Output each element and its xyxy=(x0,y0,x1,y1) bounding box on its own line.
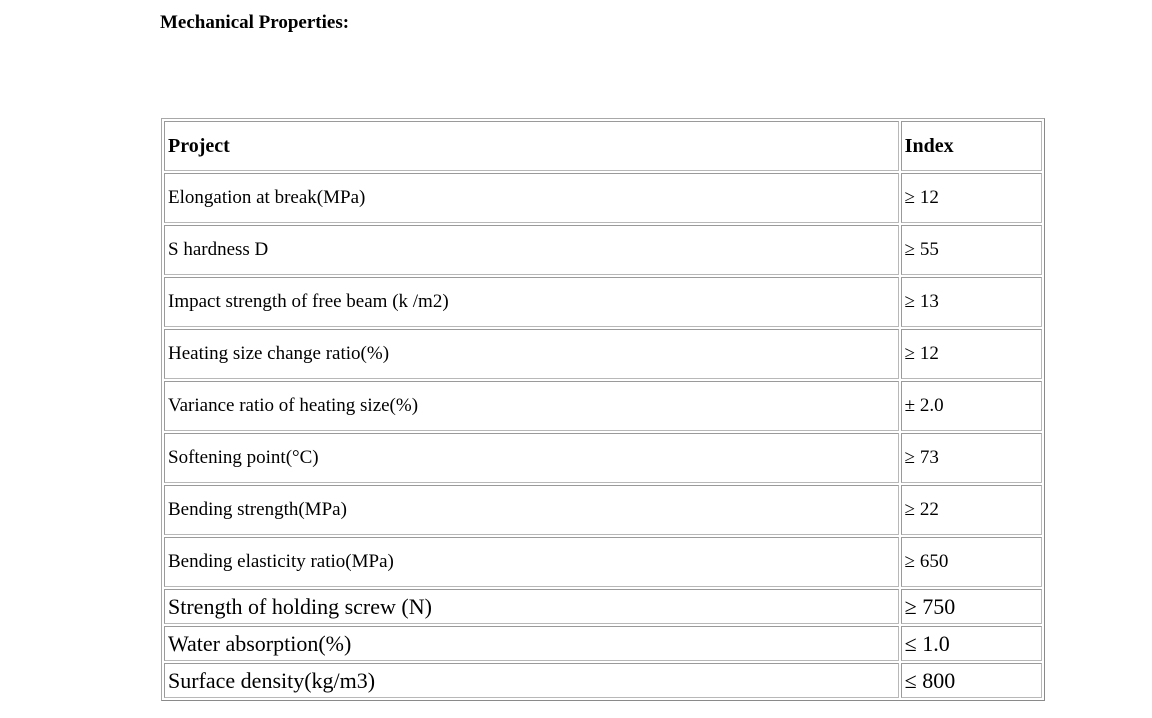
index-cell: ≥ 13 xyxy=(901,277,1042,327)
table-row xyxy=(164,329,1042,379)
project-cell: Strength of holding screw (N) xyxy=(164,589,899,624)
table-row xyxy=(164,433,1042,483)
project-cell: Elongation at break(MPa) xyxy=(164,173,899,223)
index-cell: ± 2.0 xyxy=(901,381,1042,431)
table-row xyxy=(164,589,1042,624)
table-row xyxy=(164,277,1042,327)
project-cell: Impact strength of free beam (k /m2) xyxy=(164,277,899,327)
project-cell: Water absorption(%) xyxy=(164,626,899,661)
mechanical-properties-table xyxy=(161,118,1045,701)
table-row xyxy=(164,663,1042,698)
column-header-index: Index xyxy=(901,121,1042,171)
project-cell: Bending strength(MPa) xyxy=(164,485,899,535)
project-cell: Bending elasticity ratio(MPa) xyxy=(164,537,899,587)
table-row xyxy=(164,225,1042,275)
project-cell: Surface density(kg/m3) xyxy=(164,663,899,698)
index-cell: ≥ 73 xyxy=(901,433,1042,483)
table-row xyxy=(164,485,1042,535)
table-row xyxy=(164,626,1042,661)
project-cell: Variance ratio of heating size(%) xyxy=(164,381,899,431)
index-cell: ≤ 1.0 xyxy=(901,626,1042,661)
index-cell: ≤ 800 xyxy=(901,663,1042,698)
index-cell: ≥ 750 xyxy=(901,589,1042,624)
table-row xyxy=(164,173,1042,223)
table-header-row xyxy=(164,121,1042,171)
index-cell: ≥ 55 xyxy=(901,225,1042,275)
project-cell: Heating size change ratio(%) xyxy=(164,329,899,379)
table-row xyxy=(164,537,1042,587)
column-header-project: Project xyxy=(164,121,899,171)
project-cell: S hardness D xyxy=(164,225,899,275)
section-heading: Mechanical Properties: xyxy=(160,12,350,33)
index-cell: ≥ 650 xyxy=(901,537,1042,587)
table-row xyxy=(164,381,1042,431)
project-cell: Softening point(°C) xyxy=(164,433,899,483)
index-cell: ≥ 22 xyxy=(901,485,1042,535)
index-cell: ≥ 12 xyxy=(901,173,1042,223)
index-cell: ≥ 12 xyxy=(901,329,1042,379)
